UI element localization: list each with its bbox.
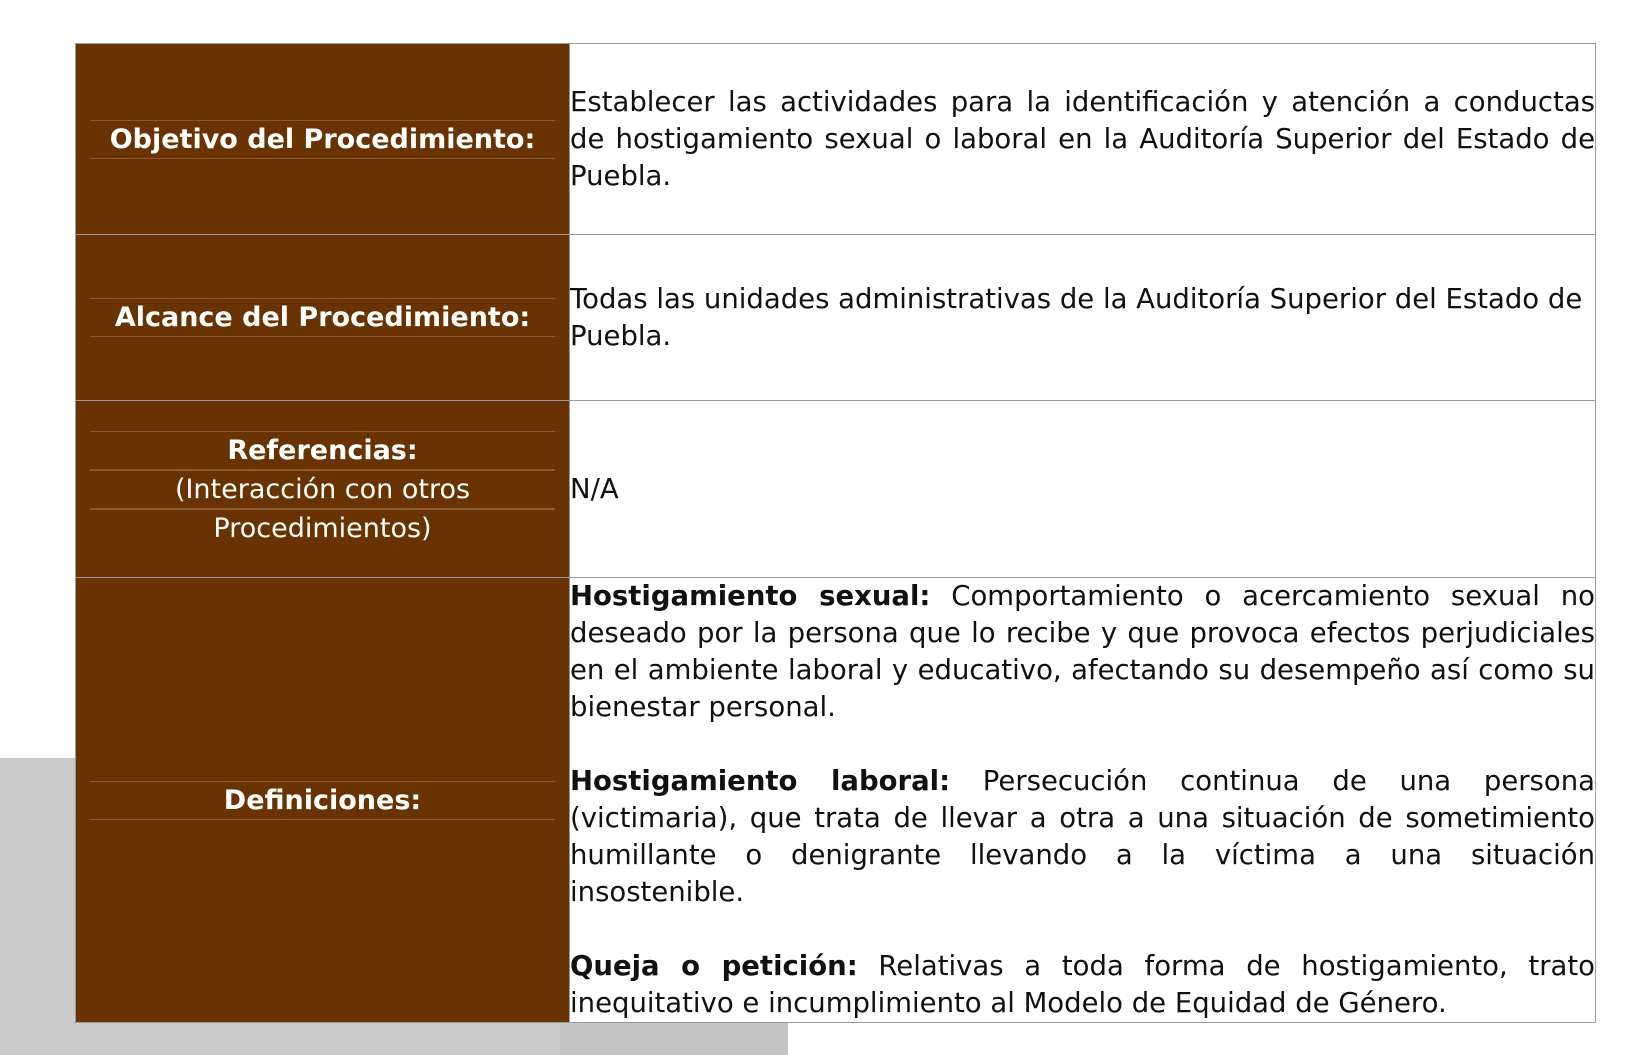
value-cell-objetivo: [570, 44, 1596, 235]
definiciones-label: Definiciones:: [90, 781, 555, 820]
definition-item: [570, 763, 1595, 911]
definition-term: Queja o petición:: [570, 950, 858, 982]
value-cell-definiciones: [570, 578, 1596, 1023]
label-cell-objetivo: [76, 44, 570, 235]
referencias-label: Referencias:: [90, 431, 555, 470]
procedure-table: [75, 43, 1596, 1023]
label-cell-referencias: [76, 401, 570, 578]
referencias-sublabel-line2: Procedimientos): [90, 509, 555, 547]
definition-item: [570, 948, 1595, 1022]
objetivo-text: Establecer las actividades para la identificación y atención a conductas de hostigamiento sexual o laboral en la Auditoría Superior del Estado de Puebla.: [570, 85, 1595, 192]
table-row-objetivo: [76, 44, 1596, 235]
value-cell-referencias: [570, 401, 1596, 578]
objetivo-label: Objetivo del Procedimiento:: [90, 120, 555, 159]
definition-text: Relativas a toda forma de hostigamiento, trato inequitativo e incumplimiento al Modelo de Equidad de Género.: [570, 950, 1596, 1019]
referencias-text: N/A: [570, 472, 619, 505]
definition-text: Comportamiento o acercamiento sexual no deseado por la persona que lo recibe y que provoca efectos perjudiciales en el ambiente laboral y educativo, afectando su desempeño así como su bienestar personal.: [570, 580, 1595, 723]
definition-term: Hostigamiento laboral:: [570, 765, 951, 797]
definition-item: [570, 578, 1595, 726]
table-row-alcance: [76, 235, 1596, 401]
definition-term: Hostigamiento sexual:: [570, 580, 931, 612]
table-row-definiciones: [76, 578, 1596, 1023]
alcance-label: Alcance del Procedimiento:: [90, 298, 555, 337]
referencias-sublabel-line1: (Interacción con otros: [90, 470, 555, 509]
definition-text: Persecución continua de una persona (victimaria), que trata de llevar a otra a una situación de sometimiento humillante o denigrante llevando a la víctima a una situación insostenible.: [570, 765, 1595, 908]
table-row-referencias: [76, 401, 1596, 578]
alcance-text: Todas las unidades administrativas de la Auditoría Superior del Estado de Puebla.: [570, 282, 1583, 352]
label-cell-alcance: [76, 235, 570, 401]
label-cell-definiciones: [76, 578, 570, 1023]
value-cell-alcance: [570, 235, 1596, 401]
